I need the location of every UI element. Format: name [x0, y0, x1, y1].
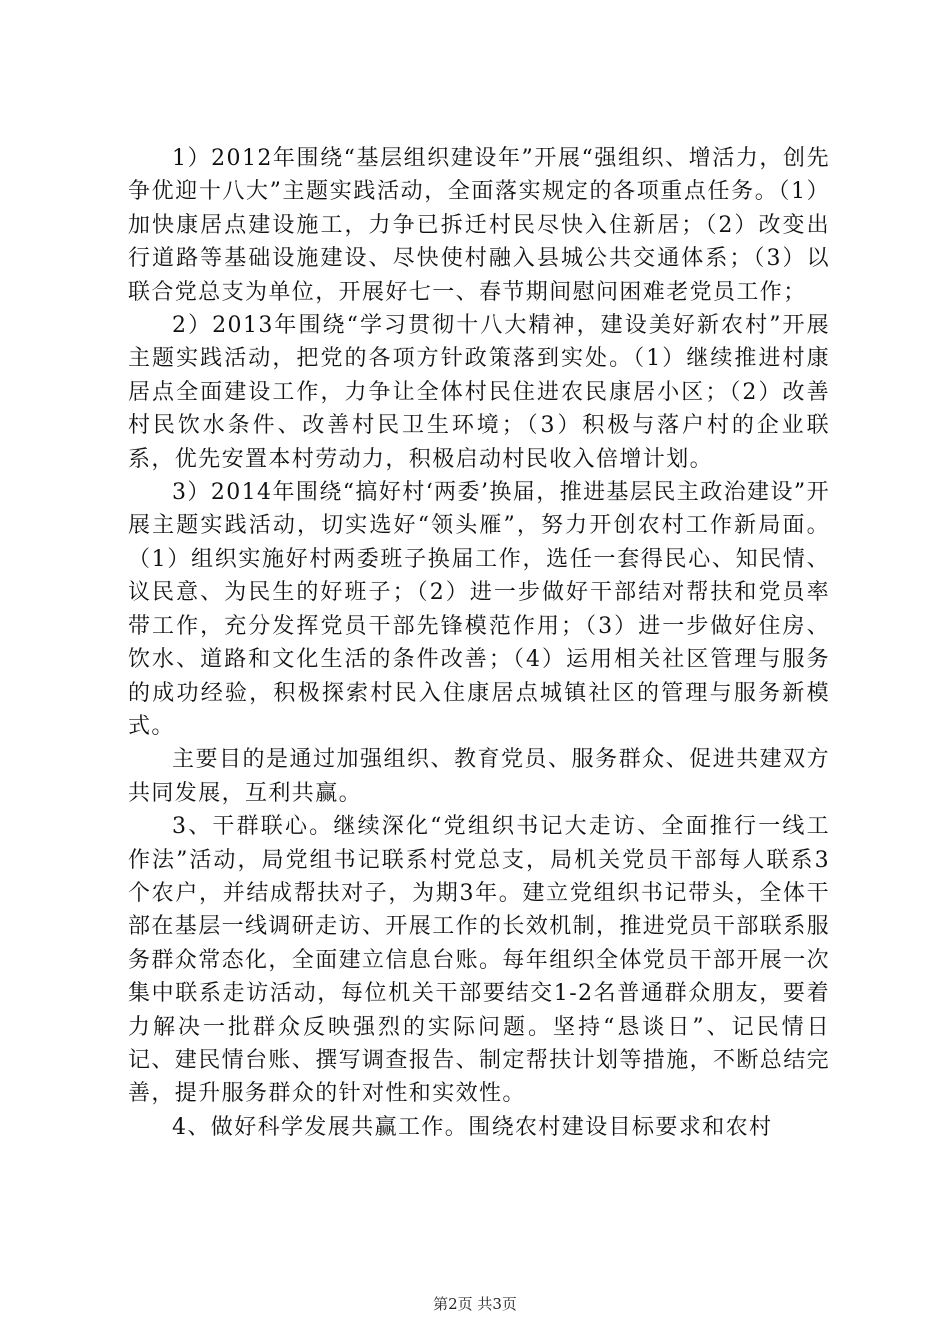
document-body — [128, 142, 830, 1144]
paragraph-2014-plan: 3）2014年围绕“搞好村‘两委’换届，推进基层民主政治建设”开展主题实践活动，切实选好“领头雁”，努力开创农村工作新局面。（1）组织实施好村两委班子换届工作，选任一套得民心、知民情、议民意、为民生的好班子；（2）进一步做好干部结对帮扶和党员率带工作，充分发挥党员干部先锋模范作用；（3）进一步做好住房、饮水、道路和文化生活的条件改善；（4）运用相关社区管理与服务的成功经验，积极探索村民入住康居点城镇社区的管理与服务新模式。 — [128, 480, 830, 739]
page-footer: 第2页 共3页 — [433, 1295, 517, 1313]
paragraph-main-purpose: 主要目的是通过加强组织、教育党员、服务群众、促进共建双方共同发展，互利共赢。 — [128, 747, 830, 806]
paragraph-2012-plan: 1）2012年围绕“基层组织建设年”开展“强组织、增活力，创先争优迎十八大”主题实践活动，全面落实规定的各项重点任务。（1）加快康居点建设施工，力争已拆迁村民尽快入住新居；（2）改变出行道路等基础设施建设、尽快使村融入县城公共交通体系；（3）以联合党总支为单位，开展好七一、春节期间慰问困难老党员工作； — [128, 146, 830, 305]
paragraph-2013-plan: 2）2013年围绕“学习贯彻十八大精神，建设美好新农村”开展主题实践活动，把党的各项方针政策落到实处。（1）继续推进村康居点全面建设工作，力争让全体村民住进农民康居小区；（2）改善村民饮水条件、改善村民卫生环境；（3）积极与落户村的企业联系，优先安置本村劳动力，积极启动村民收入倍增计划。 — [128, 313, 830, 472]
paragraph-scientific-development: 4、做好科学发展共赢工作。围绕农村建设目标要求和农村 — [172, 1114, 773, 1140]
paragraph-cadre-connection: 3、干群联心。继续深化“党组织书记大走访、全面推行一线工作法”活动，局党组书记联系村党总支，局机关党员干部每人联系3个农户，并结成帮扶对子，为期3年。建立党组织书记带头，全体干部在基层一线调研走访、开展工作的长效机制，推进党员干部联系服务群众常态化，全面建立信息台账。每年组织全体党员干部开展一次集中联系走访活动，每位机关干部要结交1-2名普通群众朋友，要着力解决一批群众反映强烈的实际问题。坚持“恳谈日”、记民情日记、建民情台账、撰写调查报告、制定帮扶计划等措施，不断总结完善，提升服务群众的针对性和实效性。 — [128, 814, 831, 1107]
